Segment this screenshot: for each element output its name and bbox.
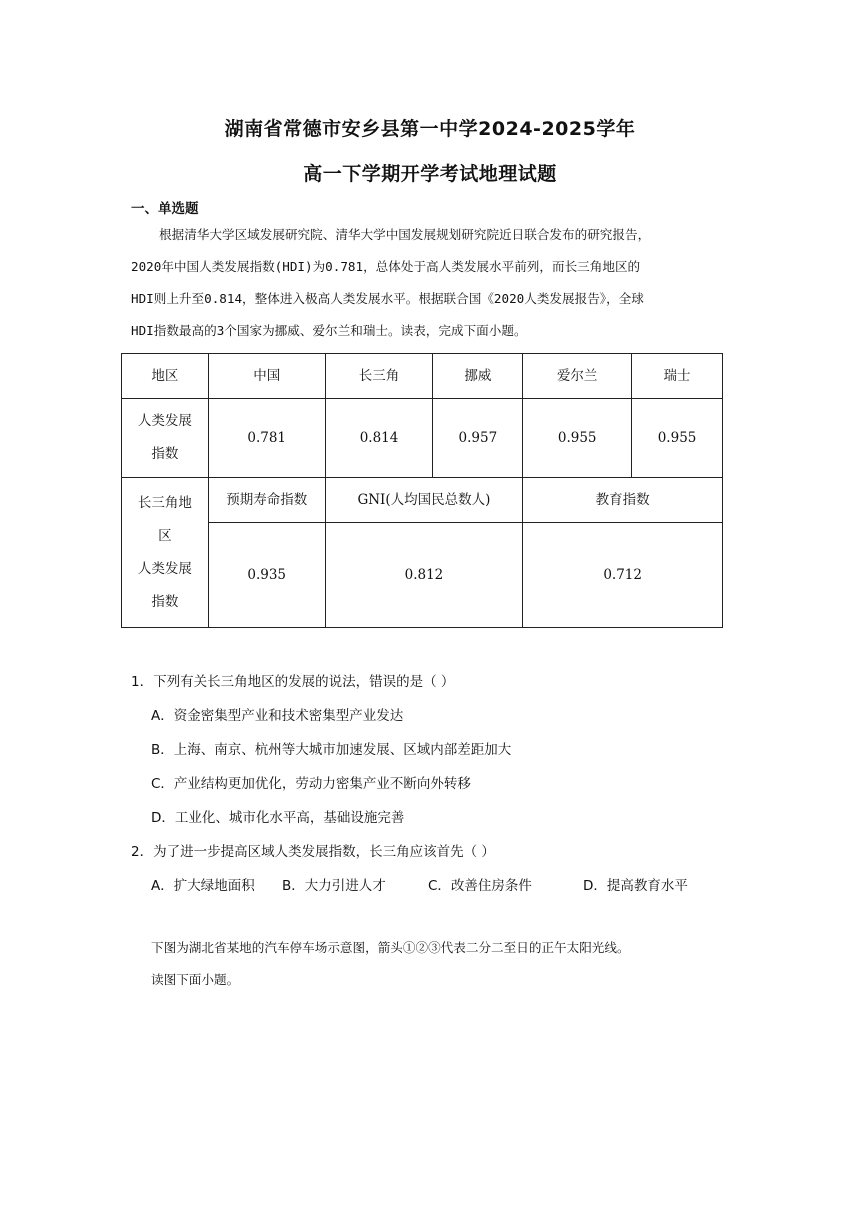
question-1-option-a: A．资金密集型产业和技术密集型产业发达	[151, 708, 404, 724]
document-title-line-1: 湖南省常德市安乡县第一中学2024-2025学年	[224, 118, 636, 140]
table-cell: 中国	[208, 354, 325, 399]
table-row	[122, 478, 723, 523]
table-cell-line: 区	[158, 527, 172, 544]
table-cell: 挪威	[433, 354, 523, 399]
table-cell: 瑞士	[632, 354, 723, 399]
question-1-option-c: C．产业结构更加优化，劳动力密集产业不断向外转移	[151, 776, 471, 792]
intro-line: HDI则上升至0.814，整体进入极高人类发展水平。根据联合国《2020人类发展报告》，全球	[131, 291, 644, 306]
table-cell: 地区	[122, 354, 209, 399]
table-cell: 0.957	[433, 399, 523, 478]
intro-passage	[131, 219, 731, 347]
table-cell-line: 人类发展	[137, 413, 192, 429]
table-cell: 预期寿命指数	[208, 478, 325, 523]
table-cell: 长三角	[325, 354, 433, 399]
table-row	[122, 399, 723, 478]
intro-line: HDI指数最高的3个国家为挪威、爱尔兰和瑞士。读表，完成下面小题。	[131, 323, 527, 338]
table-cell-line: 指数	[151, 446, 179, 462]
question-2-option-a: A．扩大绿地面积	[151, 878, 255, 894]
table-cell: 0.955	[632, 399, 723, 478]
question-1-stem: 1．下列有关长三角地区的发展的说法，错误的是（ ）	[131, 674, 455, 690]
question-2-option-c: C．改善住房条件	[428, 878, 532, 894]
hdi-table	[121, 353, 723, 628]
table-cell: 0.812	[325, 523, 523, 628]
table-row	[122, 354, 723, 399]
intro-line: 读图下面小题。	[151, 972, 240, 987]
table-row-header	[122, 478, 209, 628]
table-cell: GNI(人均国民总数人)	[325, 478, 523, 523]
table-cell: 爱尔兰	[523, 354, 632, 399]
section-heading: 一、单选题	[131, 201, 199, 217]
document-title-line-2: 高一下学期开学考试地理试题	[303, 163, 557, 185]
intro-line: 根据清华大学区域发展研究院、清华大学中国发展规划研究院近日联合发布的研究报告，	[159, 227, 651, 242]
table-row	[122, 523, 723, 628]
question-2-option-d: D．提高教育水平	[583, 878, 688, 894]
table-cell-line: 人类发展	[137, 560, 192, 577]
question-2-stem: 2．为了进一步提高区域人类发展指数，长三角应该首先（ ）	[131, 844, 495, 860]
table-cell-line: 指数	[151, 593, 179, 610]
intro-line: 2020年中国人类发展指数(HDI)为0.781，总体处于高人类发展水平前列，而长三角地区的	[131, 259, 641, 274]
table-row-header	[122, 399, 209, 478]
question-1-option-d: D．工业化、城市化水平高，基础设施完善	[151, 810, 405, 826]
table-cell: 教育指数	[523, 478, 723, 523]
table-cell: 0.935	[208, 523, 325, 628]
table-cell: 0.712	[523, 523, 723, 628]
intro-passage-2	[151, 932, 771, 996]
question-2-options	[151, 874, 688, 894]
table-cell: 0.955	[523, 399, 632, 478]
table-cell: 0.814	[325, 399, 433, 478]
question-1-option-b: B．上海、南京、杭州等大城市加速发展、区域内部差距加大	[151, 742, 512, 758]
table-cell: 0.781	[208, 399, 325, 478]
question-2-option-b: B．大力引进人才	[282, 878, 386, 894]
intro-line: 下图为湖北省某地的汽车停车场示意图，箭头①②③代表二分二至日的正午太阳光线。	[151, 940, 630, 955]
table-cell-line: 长三角地	[137, 494, 192, 511]
